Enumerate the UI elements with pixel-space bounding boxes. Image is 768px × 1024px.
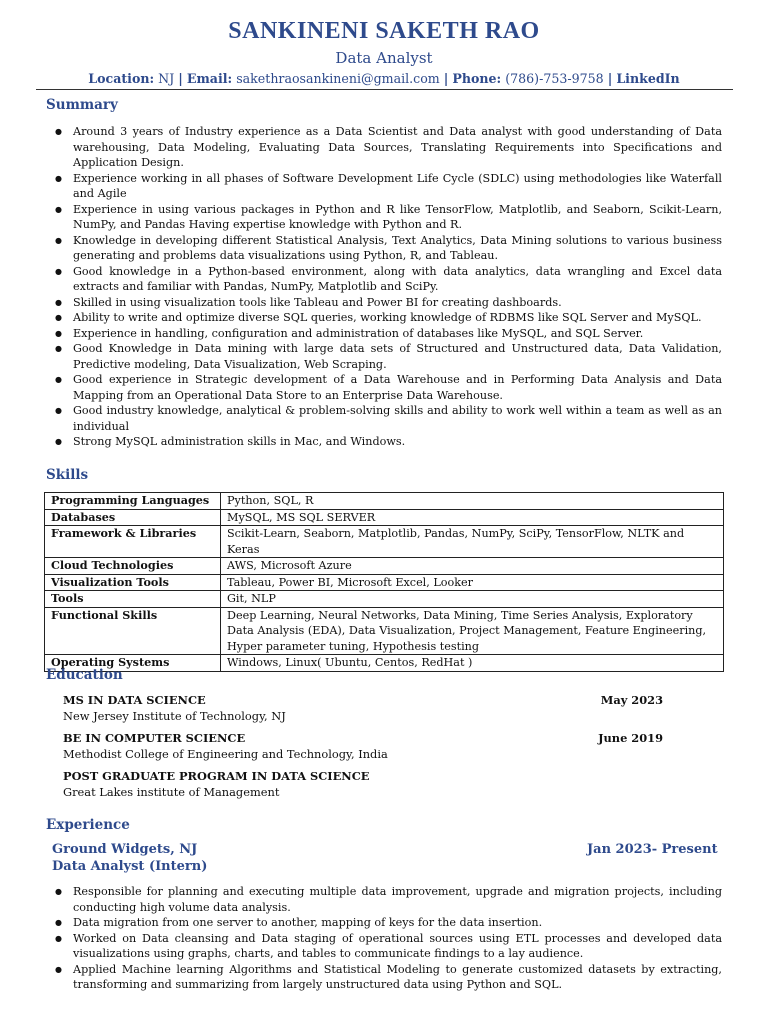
summary-item: ● Good experience in Strategic development of a Data Warehouse and in Performing Data Analysis and Data Mapping from an Operational Data Store to an Enterprise Data Warehouse. (48, 372, 722, 403)
skill-values: Windows, Linux( Ubuntu, Centos, RedHat ) (221, 655, 724, 672)
skill-values: Deep Learning, Neural Networks, Data Mining, Time Series Analysis, Exploratory Data Analysis (EDA), Data Visualization, Project Management, Feature Engineering, Hyper parameter tuning, Hypothesis testing (221, 607, 724, 655)
location-label: Location: (88, 71, 155, 86)
skill-values: AWS, Microsoft Azure (221, 558, 724, 575)
education-heading: Education (46, 667, 123, 683)
experience-item: ● Responsible for planning and executing multiple data improvement, upgrade and migration projects, including conducting high volume data analysis. (48, 884, 722, 915)
summary-item: ● Experience working in all phases of Software Development Life Cycle (SDLC) using methodologies like Waterfall and Agile (48, 171, 722, 202)
skill-values: MySQL, MS SQL SERVER (221, 509, 724, 526)
candidate-name: SANKINENI SAKETH RAO (228, 18, 540, 44)
email-link[interactable]: sakethraosankineni@gmail.com (236, 71, 440, 86)
education-entry (63, 769, 663, 800)
skill-values: Tableau, Power BI, Microsoft Excel, Looker (221, 574, 724, 591)
school-name: Great Lakes institute of Management (63, 784, 280, 799)
email-label: Email: (186, 71, 233, 86)
education-date: May 2023 (600, 693, 663, 707)
summary-list (48, 124, 722, 450)
summary-item: ● Ability to write and optimize diverse SQL queries, working knowledge of RDBMS like SQL Server and MySQL. (48, 310, 722, 326)
skill-category: Operating Systems (45, 655, 221, 672)
skills-row (45, 493, 724, 510)
experience-list (48, 884, 722, 993)
summary-item: ● Good knowledge in a Python-based environment, along with data analytics, data wrangling and Excel data extracts and familiar with Pandas, NumPy, Matplotlib and SciPy. (48, 264, 722, 295)
skill-category: Functional Skills (45, 607, 221, 655)
school-name: New Jersey Institute of Technology, NJ (63, 708, 286, 723)
skills-row (45, 509, 724, 526)
education-date: June 2019 (598, 731, 663, 745)
experience-item: ● Applied Machine learning Algorithms and Statistical Modeling to generate customized datasets by extracting, transforming and summarizing from largely unstructured data using Python and SQL. (48, 962, 722, 993)
skill-values: Scikit-Learn, Seaborn, Matplotlib, Pandas, NumPy, SciPy, TensorFlow, NLTK and Keras (221, 526, 724, 558)
skill-values: Git, NLP (221, 591, 724, 608)
summary-item: ● Knowledge in developing different Statistical Analysis, Text Analytics, Data Mining solutions to various business generating and problems data visualizations using Python, R, and Tableau. (48, 233, 722, 264)
skill-category: Cloud Technologies (45, 558, 221, 575)
experience-item: ● Worked on Data cleansing and Data staging of operational sources using ETL processes and developed data visualizations using graphs, charts, and tables to communicate findings to a lay audience. (48, 931, 722, 962)
skill-category: Programming Languages (45, 493, 221, 510)
education-entry (63, 693, 663, 724)
skill-category: Tools (45, 591, 221, 608)
summary-item: ● Skilled in using visualization tools like Tableau and Power BI for creating dashboards. (48, 295, 722, 311)
degree-title: BE IN COMPUTER SCIENCE (63, 731, 246, 745)
candidate-role: Data Analyst (335, 49, 433, 67)
skills-row (45, 574, 724, 591)
summary-item: ● Around 3 years of Industry experience as a Data Scientist and Data analyst with good understanding of Data warehousing, Data Modeling, Evaluating Data Sources, Translating Requirements into Specifications and Application Design. (48, 124, 722, 171)
company-name: Ground Widgets, NJ (52, 842, 198, 857)
summary-item: ● Good industry knowledge, analytical & problem-solving skills and ability to work well within a team as well as an individual (48, 403, 722, 434)
header-divider (36, 89, 733, 90)
contact-line: Location: NJ | Email: sakethraosankineni@gmail.com | Phone: (786)-753-9758 | LinkedIn (88, 71, 680, 86)
summary-heading: Summary (46, 97, 118, 113)
skills-row (45, 655, 724, 672)
skill-category: Databases (45, 509, 221, 526)
skill-category: Visualization Tools (45, 574, 221, 591)
summary-item: ● Experience in handling, configuration and administration of databases like MySQL, and SQL Server. (48, 326, 722, 342)
education-entry (63, 731, 663, 762)
skill-category: Framework & Libraries (45, 526, 221, 558)
degree-title: MS IN DATA SCIENCE (63, 693, 206, 707)
skills-heading: Skills (46, 467, 89, 483)
skills-table (44, 492, 724, 672)
phone-value: (786)-753-9758 (505, 71, 604, 86)
phone-label: Phone: (452, 71, 502, 86)
degree-title: POST GRADUATE PROGRAM IN DATA SCIENCE (63, 769, 370, 783)
skills-row (45, 558, 724, 575)
skills-row (45, 591, 724, 608)
experience-item: ● Data migration from one server to another, mapping of keys for the data insertion. (48, 915, 722, 931)
school-name: Methodist College of Engineering and Technology, India (63, 746, 388, 761)
job-dates: Jan 2023- Present (587, 842, 718, 857)
experience-heading: Experience (46, 817, 130, 833)
skills-row (45, 526, 724, 558)
summary-item: ● Experience in using various packages in Python and R like TensorFlow, Matplotlib, and Seaborn, Scikit-Learn, NumPy, and Pandas Having expertise knowledge with Python and R. (48, 202, 722, 233)
linkedin-link[interactable]: LinkedIn (616, 71, 680, 86)
summary-item: ● Strong MySQL administration skills in Mac, and Windows. (48, 434, 722, 450)
skills-row (45, 607, 724, 655)
skill-values: Python, SQL, R (221, 493, 724, 510)
job-title: Data Analyst (Intern) (52, 859, 208, 874)
summary-item: ● Good Knowledge in Data mining with large data sets of Structured and Unstructured data, Data Validation, Predictive modeling, Data Visualization, Web Scraping. (48, 341, 722, 372)
location-value: NJ (158, 71, 175, 86)
